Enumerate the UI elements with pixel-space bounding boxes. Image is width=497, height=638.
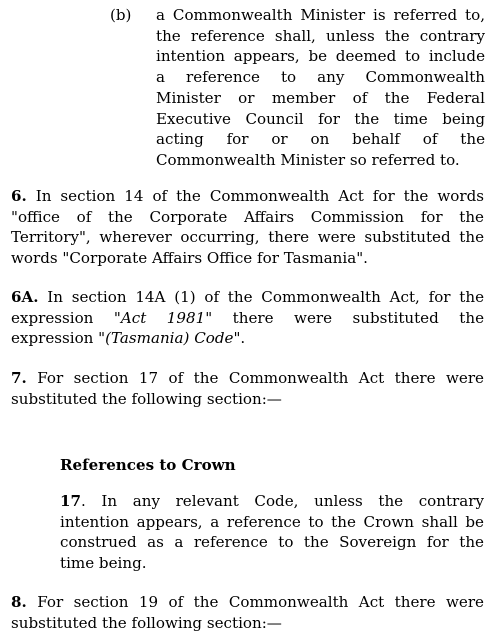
section-text: For section 17 of the Commonwealth Act there were [26,369,484,387]
section-6 [11,186,484,269]
text-line: substituted the following section:— [11,389,282,408]
section-text: . In any relevant Code, unless the contrary [81,492,484,510]
text-line [11,368,484,389]
section-number: 6A. [11,288,39,306]
italic-run: (Tasmania) Code [105,329,234,348]
section-number: 6. [11,187,27,205]
text-line: acting for or on behalf of the [156,130,485,149]
text-line: intention appears, a reference to the Crown shall be [60,512,484,531]
text-line [11,328,484,349]
text-line: a Commonwealth Minister is referred to, [156,6,485,24]
text-run: expression " [11,308,121,327]
text-line: a reference to any Commonwealth [156,68,485,87]
text-line: words "Corporate Affairs Office for Tasmania". [11,249,368,268]
section-text: For section 19 of the Commonwealth Act there were [26,593,484,611]
text-line: construed as a reference to the Sovereign for the [60,533,484,552]
text-run: " there were substituted the [205,308,485,327]
text-line: Minister or member of the Federal [156,88,485,107]
text-line: the reference shall, unless the contrary [156,26,485,45]
text-line: time being. [60,554,147,573]
text-run: ". [233,329,246,348]
section-7 [11,368,484,409]
text-line [60,491,484,512]
section-number: 7. [11,369,27,387]
section-8 [11,592,484,633]
section-heading: References to Crown [60,456,236,474]
text-line [11,287,484,308]
text-line: Territory", wherever occurring, there were substituted the [11,228,484,247]
text-line: Commonwealth Minister so referred to. [156,150,460,169]
text-line [11,592,484,613]
text-line [11,186,484,207]
section-number: 8. [11,593,27,611]
section-text: In section 14 of the Commonwealth Act for the words [26,187,484,205]
section-text: In section 14A (1) of the Commonwealth Act, for the [38,288,484,306]
section-number: 17 [60,492,82,510]
text-line: Executive Council for the time being [156,109,485,128]
text-run: expression " [11,329,106,348]
paragraph-b-text [156,5,485,171]
paragraph-label: (b) [110,6,132,24]
italic-run: Act 1981 [120,308,206,327]
text-line [11,308,484,329]
text-line: substituted the following section:— [11,613,282,632]
section-17 [60,491,484,574]
text-line: "office of the Corporate Affairs Commission for the [11,207,484,226]
text-line: intention appears, be deemed to include [156,47,485,66]
section-6a [11,287,484,349]
